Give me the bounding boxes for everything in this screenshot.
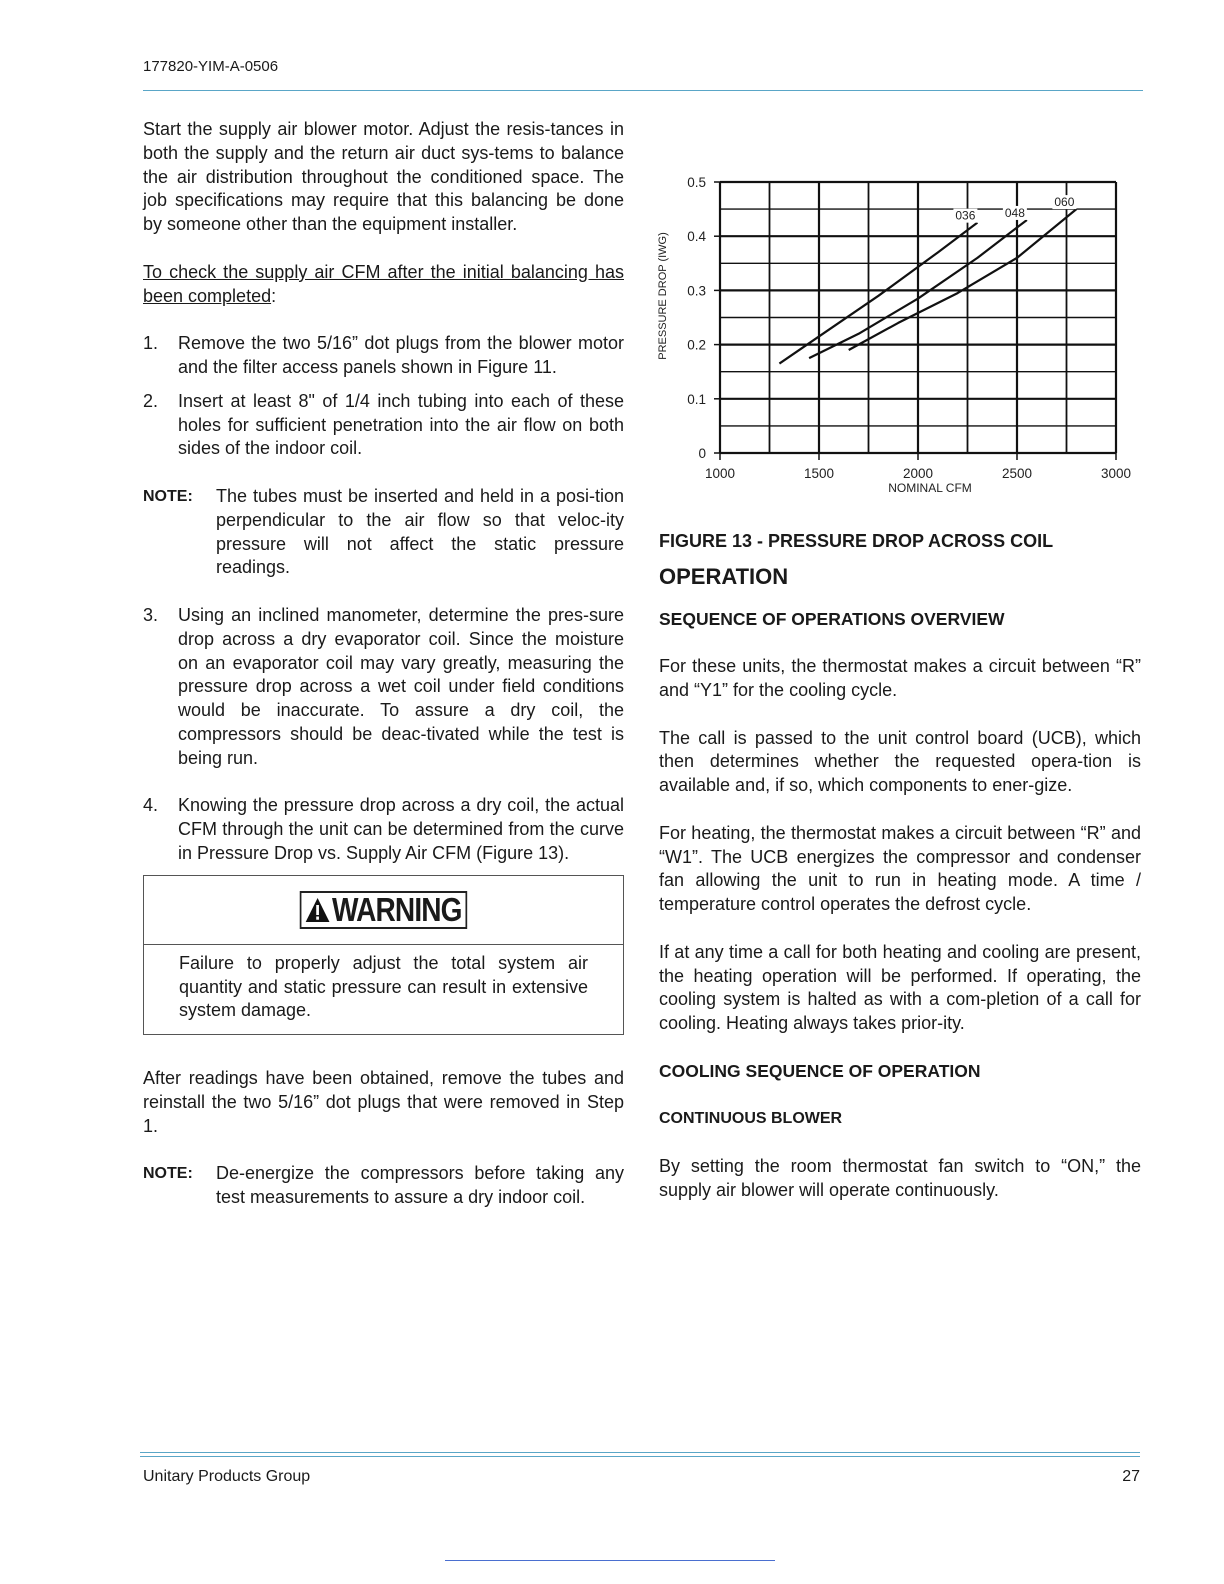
warning-label: WARNING	[332, 890, 462, 928]
footer-rule-2	[140, 1456, 1140, 1457]
paragraph-heating: For heating, the thermostat makes a circuit between “R” and “W1”. The UCB energizes the compressor and condenser fan allowing the unit to run in heating mode. A time / temperature control operates the defrost cycle.	[659, 822, 1141, 915]
y-tick-label: 0.5	[687, 175, 706, 190]
list-item	[143, 390, 624, 461]
page-number: 27	[1122, 1468, 1140, 1485]
pressure-drop-chart	[657, 170, 1140, 510]
sequence-overview-heading: SEQUENCE OF OPERATIONS OVERVIEW	[659, 608, 1005, 629]
x-tick-label: 2500	[1001, 466, 1033, 481]
warning-triangle-icon	[305, 897, 331, 923]
warning-header	[144, 876, 623, 945]
check-colon: :	[271, 285, 277, 306]
warning-label-badge	[300, 891, 467, 929]
note-deenergize	[143, 1162, 624, 1210]
y-tick-label: 0.2	[687, 337, 706, 353]
continuous-blower-heading: CONTINUOUS BLOWER	[659, 1110, 843, 1128]
chart-series	[779, 209, 1076, 363]
chart-x-axis-label: NOMINAL CFM	[888, 481, 972, 495]
y-tick-label: 0.3	[687, 283, 706, 299]
note-text: The tubes must be inserted and held in a posi-tion perpendicular to the air flow so that veloc-ity pressure will not affect the static pressure readings.	[216, 485, 624, 578]
step-number: 1.	[143, 333, 159, 354]
footer-company: Unitary Products Group	[143, 1468, 311, 1485]
check-heading: To check the supply air CFM after the initial balancing has been completed	[143, 261, 624, 306]
cooling-sequence-heading: COOLING SEQUENCE OF OPERATION	[659, 1060, 981, 1081]
y-tick-label: 0	[698, 446, 706, 461]
footer-rule-1	[140, 1452, 1140, 1453]
chart-svg	[657, 170, 1140, 510]
series-line-036	[779, 223, 977, 364]
list-item	[143, 604, 624, 771]
list-item	[143, 794, 624, 865]
warning-text: Failure to properly adjust the total system air quantity and static pressure can result in extensive system damage.	[179, 952, 588, 1021]
chart-labels	[687, 175, 1131, 481]
step-text: Using an inclined manometer, determine the pres-sure drop across a dry evaporator coil. Since the moisture on an evaporator coil may vary greatly, measuring the pressure drop across a wet coil under field conditions would be inaccurate. To assure a dry coil, the compressors should be deac-tivated while the test is being run.	[178, 604, 624, 768]
step-text: Knowing the pressure drop across a dry coil, the actual CFM through the unit can be determined from the curve in Pressure Drop vs. Supply Air CFM (Figure 13).	[178, 795, 624, 863]
intro-paragraph: Start the supply air blower motor. Adjust the resis-tances in both the supply and the return air duct sys-tems to balance the air distribution throughout the conditioned space. The job specifications may require that this balancing be done by someone other than the equipment installer.	[143, 119, 624, 235]
chart-y-axis-label: PRESSURE DROP (IWG)	[657, 232, 669, 360]
x-tick-label: 1000	[704, 466, 736, 481]
series-label-048: 048	[1004, 205, 1025, 220]
steps-list-b	[143, 604, 624, 866]
step-text: Insert at least 8" of 1/4 inch tubing into each of these holes for sufficient penetration into the air flow on both sides of the indoor coil.	[178, 390, 624, 459]
chart-grid	[714, 182, 1116, 460]
note-tubes	[143, 485, 624, 580]
x-tick-label: 2000	[902, 466, 934, 481]
series-line-060	[849, 209, 1077, 350]
document-code: 177820-YIM-A-0506	[143, 58, 279, 75]
paragraph-cooling-circuit: For these units, the thermostat makes a circuit between “R” and “Y1” for the cooling cycle.	[659, 656, 1141, 700]
paragraph-ucb: The call is passed to the unit control board (UCB), which then determines whether the requested opera-tion is available and, if so, which components to ener-gize.	[659, 727, 1141, 796]
figure-caption: FIGURE 13 - PRESSURE DROP ACROSS COIL	[659, 531, 1054, 551]
after-paragraph: After readings have been obtained, remove the tubes and reinstall the two 5/16” dot plugs that were removed in Step 1.	[143, 1068, 624, 1136]
series-label-036: 036	[955, 208, 976, 223]
footer-link-underline	[445, 1560, 775, 1561]
note-label: NOTE:	[143, 1165, 193, 1183]
series-label-060: 060	[1054, 195, 1075, 210]
right-column	[659, 530, 1141, 1226]
step-number: 4.	[143, 795, 159, 816]
paragraph-priority: If at any time a call for both heating and cooling are present, the heating operation will be performed. If operating, the cooling system is halted as with a com-pletion of a call for cooling. Heating always takes prior-ity.	[659, 941, 1141, 1034]
steps-list-a	[143, 332, 624, 461]
y-tick-label: 0.1	[687, 391, 706, 407]
note-text: De-energize the compressors before taking any test measurements to assure a dry indoor coil.	[216, 1163, 624, 1208]
x-tick-label: 3000	[1100, 466, 1132, 481]
header-rule	[143, 90, 1143, 91]
paragraph-blower: By setting the room thermostat fan switch to “ON,” the supply air blower will operate continuously.	[659, 1155, 1141, 1200]
x-tick-label: 1500	[803, 466, 835, 481]
left-column	[143, 118, 624, 1234]
check-paragraph	[143, 261, 624, 309]
step-text: Remove the two 5/16” dot plugs from the blower motor and the filter access panels shown in Figure 11.	[178, 333, 624, 377]
step-number: 3.	[143, 604, 159, 625]
operation-heading: OPERATION	[659, 563, 789, 589]
warning-box	[143, 875, 624, 1035]
note-label: NOTE:	[143, 487, 193, 505]
step-number: 2.	[143, 390, 159, 411]
list-item	[143, 332, 624, 380]
y-tick-label: 0.4	[687, 229, 706, 245]
